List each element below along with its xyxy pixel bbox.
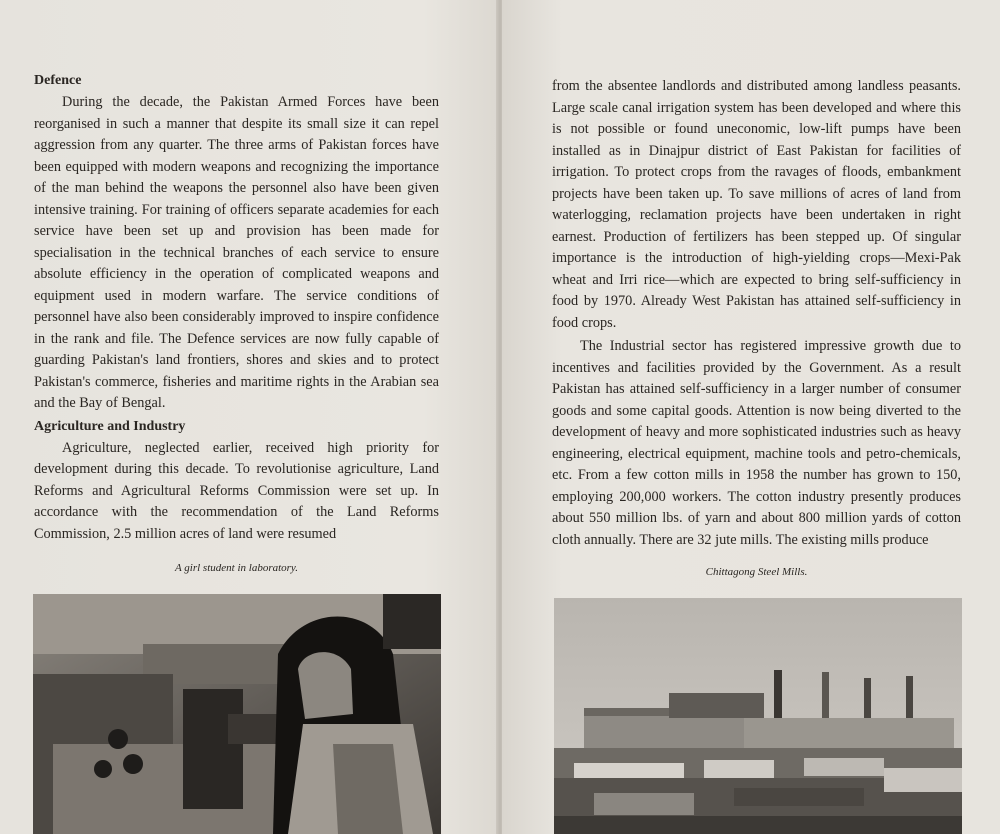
laboratory-photo [33,594,441,834]
steel-mills-photo [554,598,962,834]
defence-paragraph: During the decade, the Pakistan Armed Forces have been reorganised in such a manner that despite its small size it can repel aggression from any quarter. The three arms of Pakistan forces have been equipped with modern weapons and recognizing the importance of the man behind the weapons the personnel also have been given intensive training. For training of officers separate academies for each service have been set up and provision has been made for specialisation in the technical branches of each service to ensure absolute efficiency in the operation of complicated weapons and equipment used in modern warfare. The service conditions of personnel have also been considerably improved to inspire confidence in the rank and file. The Defence services are now fully capable of guarding Pakistan's land frontiers, shores and skies and to protect Pakistan's commerce, fisheries and maritime rights in the Arabian sea and the Bay of Bengal. [34,94,439,411]
agriculture-heading: Agriculture and Industry [34,418,186,434]
left-page [0,0,498,834]
agriculture-paragraph: Agriculture, neglected earlier, received high priority for development during this decade. To revolutionise agriculture, Land Reforms and Agricultural Reforms Commission were set up. In accordance with the recommendation of the Land Reforms Commission, 2.5 million acres of land were resumed [34,439,439,542]
left-text-column [34,70,439,545]
industry-paragraph: The Industrial sector has registered impressive growth due to incentives and facilities provided by the Government. As a result Pakistan has attained self-sufficiency in a larger number of consumer goods and some capital goods. Attention is now being diverted to the development of heavy and more sophisticated industries such as heavy engineering, electrical equipment, machine tools and petro-chemicals, etc. From a few cotton mills in 1958 the number has grown to 150, employing 200,000 workers. The cotton industry presently produces about 550 million lbs. of yarn and about 800 million yards of cotton cloth annually. There are 32 jute mills. The existing mills produce [552,338,961,548]
defence-heading: Defence [34,73,82,88]
land-reform-paragraph: from the absentee landlords and distributed among landless peasants. Large scale canal irrigation system has been developed and where this is not possible or found uneconomic, low-lift pumps have been installed as in Dinajpur district of East Pakistan for facilities of irrigation. To protect crops from the ravages of floods, embankment projects have been taken up. To save millions of acres of land from waterlogging, reclamation projects have been undertaken in right earnest. Production of fertilizers has been stepped up. Of singular importance is the introduction of high-yielding crops—Mexi-Pak wheat and Irri rice—which are expected to bring self-sufficiency in food by 1970. Already West Pakistan has attained self-sufficiency in food crops. [552,78,961,331]
right-page [502,0,1000,834]
laboratory-caption: A girl student in laboratory. [175,562,298,574]
steel-mills-caption: Chittagong Steel Mills. [705,566,808,578]
right-text-column [552,76,961,551]
